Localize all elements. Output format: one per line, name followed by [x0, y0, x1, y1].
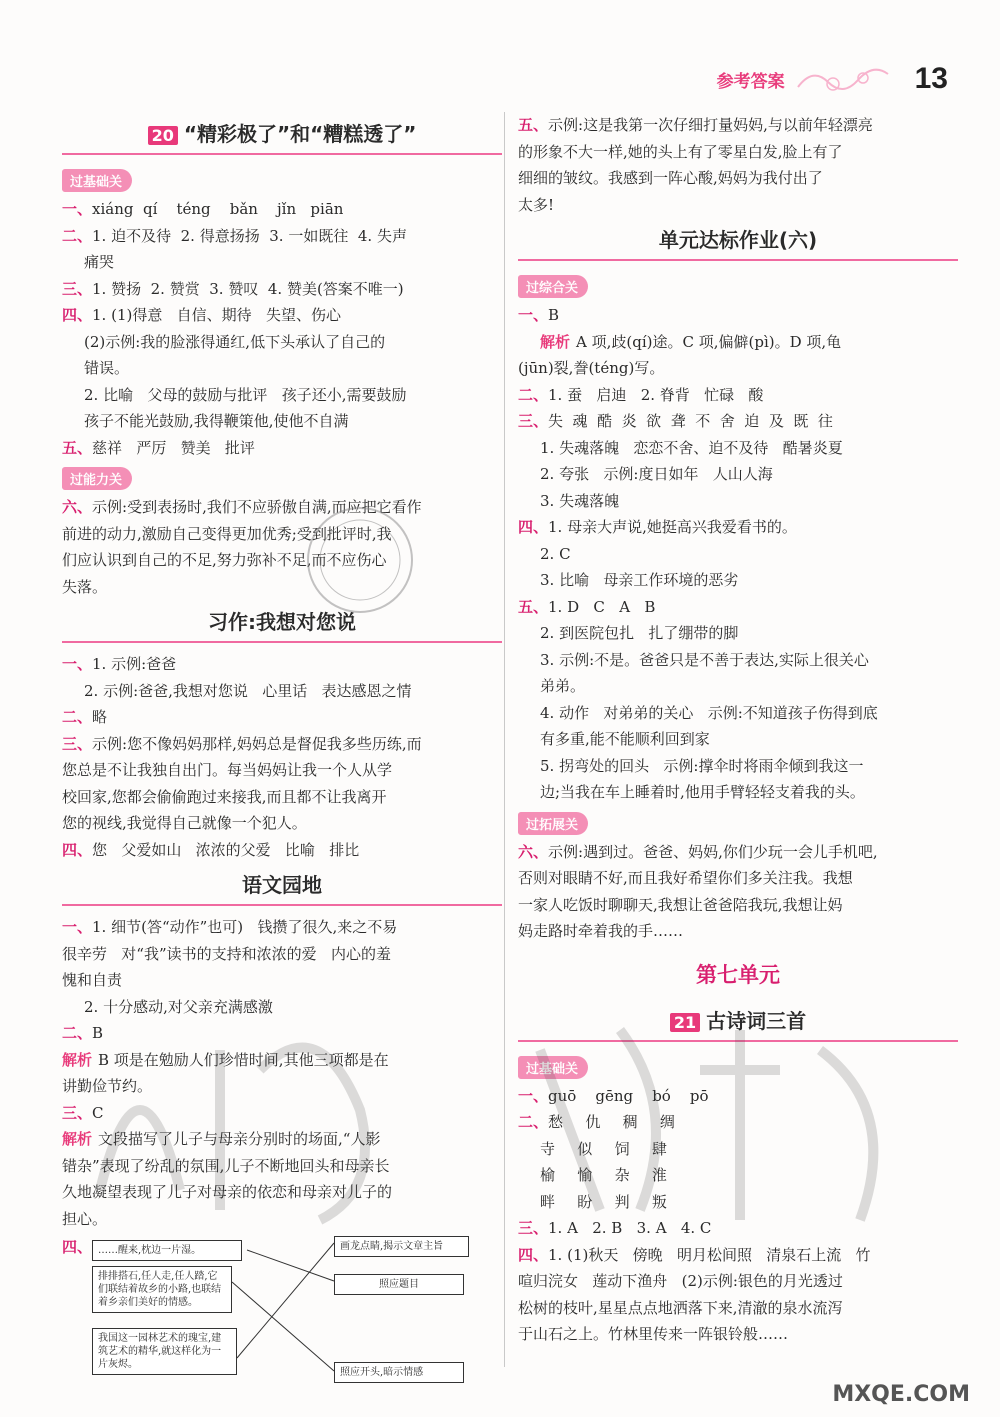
- match-left-box-3: 我国这一园林艺术的瑰宝,建筑艺术的精华,就这样化为一片灰烬。: [92, 1328, 237, 1375]
- answer-line: 有多重,能不能顺利回到家: [540, 730, 710, 748]
- comprehensive-level-tag: 过综合关: [518, 275, 588, 298]
- answer-line: 一家人吃饭时聊聊天,我想让爸爸陪我玩,我想让妈: [518, 895, 843, 914]
- match-right-box-1: 画龙点睛,揭示文章主旨: [334, 1236, 469, 1257]
- analysis-line: 解析 A 项,歧(qí)途。C 项,偏僻(pì)。D 项,龟: [540, 332, 842, 351]
- answer-line: 一、B: [518, 306, 560, 324]
- writing-section-title: 习作:我想对您说: [62, 600, 502, 643]
- lesson-20-title: 20 “精彩极了”和“糟糕透了”: [62, 112, 502, 155]
- answer-line: 三、1. 赞扬 2. 赞赏 3. 赞叹 4. 赞美(答案不唯一): [62, 279, 404, 298]
- answer-line: 错杂”表现了纷乱的氛围,儿子不断地回头和母亲长: [62, 1156, 390, 1175]
- answer-line: 2. 比喻 父母的鼓励与批评 孩子还小,需要鼓励: [84, 385, 407, 404]
- answer-line: 六、示例:受到表扬时,我们不应骄傲自满,而应把它看作: [62, 498, 422, 516]
- answer-line: 五、示例:这是我第一次仔细打量妈妈,与以前年轻漂亮: [518, 116, 873, 134]
- question-number: 四、: [62, 1238, 93, 1256]
- answer-line: 榆 愉 杂 淮: [540, 1166, 669, 1184]
- answer-line: 四、您 父爱如山 浓浓的父爱 比喻 排比: [62, 840, 360, 859]
- answer-line: 1. 失魂落魄 恋恋不舍、迫不及待 酷暑炎夏: [540, 438, 843, 457]
- match-right-box-3: 照应开头,暗示情感: [334, 1362, 464, 1383]
- answer-line: 三、1. A 2. B 3. A 4. C: [518, 1219, 712, 1237]
- answer-line: 妈走路时牵着我的手……: [518, 922, 684, 940]
- unit7-title: 第七单元: [696, 962, 780, 987]
- answer-line: 一、xiáng qí téng bǎn jǐn piān: [62, 200, 344, 218]
- answer-line: 四、1. 母亲大声说,她挺高兴我爱看书的。: [518, 518, 797, 536]
- answer-line: 久地凝望表现了儿子对母亲的依恋和母亲对儿子的: [62, 1183, 393, 1201]
- answer-line: 2. 到医院包扎 扎了绷带的脚: [540, 624, 739, 642]
- answer-line: 很辛劳 对“我”读书的支持和浓浓的爱 内心的羞: [62, 944, 391, 963]
- ability-level-tag: 过能力关: [62, 467, 132, 490]
- answer-line: 四、1. (1)秋天 傍晚 明月松间照 清泉石上流 竹: [518, 1245, 871, 1264]
- answer-line: 4. 动作 对弟弟的关心 示例:不知道孩子伤得到底: [540, 703, 878, 722]
- answer-line: 2. C: [540, 544, 571, 563]
- answer-line: 您总是不让我独自出门。每当妈妈让我一个人从学: [62, 761, 393, 779]
- basic-level-tag: 过基础关: [62, 169, 132, 192]
- page-number: 13: [914, 62, 948, 95]
- answer-line: 讲勤俭节约。: [62, 1077, 153, 1095]
- answer-line: 二、愁 仇 稠 绸: [518, 1113, 677, 1131]
- answer-line: 担心。: [62, 1209, 108, 1228]
- answer-line: 二、1. 迫不及待 2. 得意扬扬 3. 一如既往 4. 失声: [62, 226, 407, 245]
- reference-answer-label: 参考答案: [716, 71, 785, 92]
- match-left-box-2: 排排搭石,任人走,任人踏,它们联结着故乡的小路,也联结着乡亲们美好的情感。: [92, 1266, 232, 1313]
- answer-line: 六、示例:遇到过。爸爸、妈妈,你们少玩一会儿手机吧,: [518, 842, 878, 861]
- lesson-number-badge: 20: [148, 126, 178, 145]
- answer-line: 三、失 魂 酷 炎 欲 聋 不 舍 迫 及 既 往: [518, 412, 833, 430]
- answer-line: 喧归浣女 莲动下渔舟 (2)示例:银色的月光透过: [518, 1272, 843, 1290]
- answer-line: 3. 比喻 母亲工作环境的恶劣: [540, 571, 739, 589]
- answer-line: 四、1. (1)得意 自信、期待 失望、伤心: [62, 306, 341, 324]
- answer-line: 五、慈祥 严厉 赞美 批评: [62, 438, 255, 457]
- answer-line: 一、guō gēng bó pō: [518, 1086, 709, 1105]
- answer-line: (jūn)裂,誊(téng)写。: [518, 359, 665, 377]
- answer-line: 三、C: [62, 1103, 104, 1122]
- answer-line: 愧和自责: [62, 971, 123, 989]
- answer-line: 校回家,您都会偷偷跑过来接我,而且都不让我离开: [62, 787, 387, 806]
- answer-line: 痛哭: [84, 253, 115, 271]
- answer-line: 二、略: [62, 708, 108, 726]
- answer-line: 三、示例:您不像妈妈那样,妈妈总是督促我多些历练,而: [62, 734, 422, 753]
- basic-level-tag: 过基础关: [518, 1056, 588, 1079]
- answer-line: 否则对眼睛不好,而且我好希望你们多关注我。我想: [518, 869, 853, 887]
- answer-line: 3. 示例:不是。爸爸只是不善于表达,实际上很关心: [540, 650, 869, 669]
- page-header: [717, 62, 948, 96]
- answer-line: 一、1. 示例:爸爸: [62, 655, 177, 673]
- answer-line: (2)示例:我的脸涨得通红,低下头承认了自己的: [84, 332, 386, 351]
- answer-line: 寺 似 饲 肆: [540, 1139, 669, 1158]
- answer-line: 2. 夸张 示例:度日如年 人山人海: [540, 465, 773, 483]
- decorative-swirl-icon: [793, 62, 903, 96]
- answer-line: 3. 失魂落魄: [540, 491, 620, 510]
- match-left-box-1: ……醒来,枕边一片湿。: [92, 1240, 242, 1261]
- answer-line: 失落。: [62, 577, 108, 596]
- extension-level-tag: 过拓展关: [518, 812, 588, 835]
- answer-line: 太多!: [518, 195, 555, 214]
- answer-line: 边;当我在车上睡着时,他用手臂轻轻支着我的头。: [540, 783, 865, 801]
- unit6-assessment-title: 单元达标作业(六): [518, 218, 958, 261]
- chinese-garden-title: 语文园地: [62, 863, 502, 906]
- lesson-21-title: 21 古诗词三首: [518, 999, 958, 1042]
- answer-line: 细细的皱纹。我感到一阵心酸,妈妈为我付出了: [518, 169, 823, 187]
- answer-line: 松树的枝叶,星星点点地洒落下来,清澈的泉水流泻: [518, 1298, 843, 1317]
- answer-line: 于山石之上。竹林里传来一阵银铃般……: [518, 1325, 789, 1343]
- answer-line: 二、1. 蚕 启迪 2. 脊背 忙碌 酸: [518, 385, 764, 404]
- answer-line: 2. 十分感动,对父亲充满感激: [84, 997, 273, 1016]
- answer-line: 的形象不大一样,她的头上有了零星白发,脸上有了: [518, 142, 843, 161]
- matching-diagram: [62, 1236, 502, 1386]
- answer-line: 您的视线,我觉得自己就像一个犯人。: [62, 814, 307, 832]
- answer-line: 畔 盼 判 叛: [540, 1192, 669, 1211]
- analysis-line: 解析 文段描写了儿子与母亲分别时的场面,“人影: [62, 1130, 381, 1148]
- answer-line: 2. 示例:爸爸,我想对您说 心里话 表达感恩之情: [84, 681, 412, 700]
- analysis-line: 解析 B 项是在勉励人们珍惜时间,其他三项都是在: [62, 1050, 389, 1069]
- answer-line: 孩子不能光鼓励,我得鞭策他,使他不自满: [84, 412, 349, 430]
- answer-line: 们应认识到自己的不足,努力弥补不足,而不应伤心: [62, 551, 387, 569]
- answer-line: 二、B: [62, 1024, 104, 1042]
- site-watermark: MXQE.COM: [832, 1382, 970, 1407]
- answer-line: 5. 拐弯处的回头 示例:撑伞时将雨伞倾到我这一: [540, 756, 864, 775]
- answer-line: 一、1. 细节(答“动作”也可) 钱攒了很久,来之不易: [62, 918, 398, 936]
- lesson-number-badge: 21: [670, 1013, 700, 1032]
- handwritten-watermark: [60, 990, 960, 1240]
- answer-line: 弟弟。: [540, 677, 586, 695]
- answer-line: 前进的动力,激励自己变得更加优秀;受到批评时,我: [62, 524, 392, 543]
- answer-line: 错误。: [84, 359, 130, 377]
- match-right-box-2: 照应题目: [334, 1274, 464, 1295]
- stamp-watermark: [300, 500, 420, 620]
- answer-line: 五、1. D C A B: [518, 597, 656, 616]
